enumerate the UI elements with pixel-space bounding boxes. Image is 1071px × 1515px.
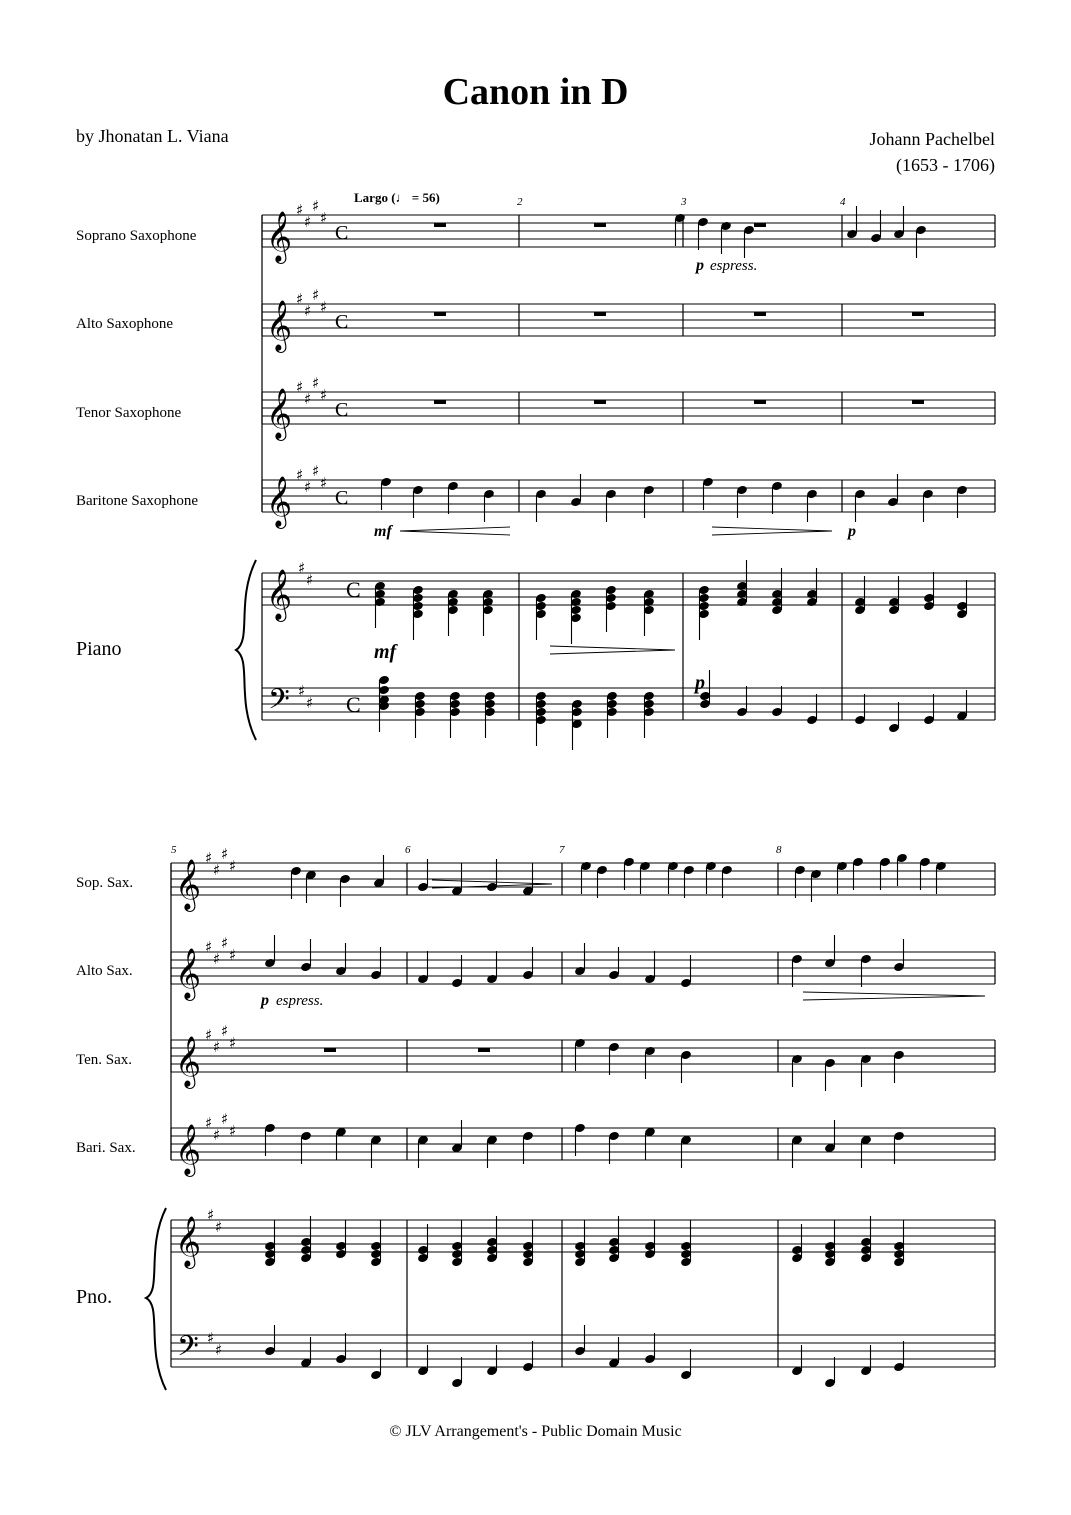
treble-clef-icon: 𝄞 <box>266 388 293 439</box>
score-title: Canon in D <box>442 71 629 113</box>
dynamic-piano-mf: mf <box>374 641 397 663</box>
sharp-accidental: ♯ <box>215 1218 223 1236</box>
sharp-accidental: ♯ <box>205 1114 213 1132</box>
treble-clef-icon: 𝄞 <box>175 1036 202 1087</box>
sharp-accidental: ♯ <box>213 1038 221 1056</box>
time-signature-common: C <box>346 692 361 717</box>
sharp-accidental: ♯ <box>213 861 221 879</box>
sharp-accidental: ♯ <box>304 390 312 408</box>
footer-text: JLV Arrangement's - Public Domain Music <box>405 1423 682 1440</box>
decrescendo-hairpin <box>550 650 675 654</box>
dynamic-soprano-p: p <box>696 257 704 274</box>
sharp-accidental: ♯ <box>312 197 320 215</box>
whole-rest <box>434 223 446 227</box>
dynamic-alto-p: p <box>261 992 269 1009</box>
decrescendo-hairpin <box>712 531 832 535</box>
label-alto-sax-short: Alto Sax. <box>76 963 133 979</box>
treble-clef-icon: 𝄞 <box>175 948 202 999</box>
tempo-text: Largo <box>354 190 388 205</box>
piano-brace <box>236 560 256 740</box>
sharp-accidental: ♯ <box>312 462 320 480</box>
copyright-symbol: © <box>389 1423 402 1440</box>
crescendo-hairpin <box>400 527 510 531</box>
metronome-mark: (♩ = 56) <box>391 190 440 205</box>
sharp-accidental: ♯ <box>298 559 306 577</box>
treble-clef-icon: 𝄞 <box>266 300 293 351</box>
sharp-accidental: ♯ <box>215 1341 223 1359</box>
bass-clef-icon: 𝄢 <box>177 1330 199 1370</box>
composer-dates: (1653 - 1706) <box>896 155 995 175</box>
measure-number-5: 5 <box>171 844 177 856</box>
whole-rest <box>912 312 924 316</box>
label-baritone-sax: Baritone Saxophone <box>76 493 199 509</box>
sharp-accidental: ♯ <box>304 478 312 496</box>
sharp-accidental: ♯ <box>312 374 320 392</box>
label-tenor-sax: Tenor Saxophone <box>76 405 182 421</box>
dynamic-baritone-p: p <box>848 523 856 540</box>
sharp-accidental: ♯ <box>207 1206 215 1224</box>
sharp-accidental: ♯ <box>320 386 328 404</box>
treble-clef-icon: 𝄞 <box>175 1216 202 1267</box>
sharp-accidental: ♯ <box>306 694 314 712</box>
label-pno-short: Pno. <box>76 1286 113 1308</box>
whole-rest <box>478 1048 490 1052</box>
sharp-accidental: ♯ <box>296 290 304 308</box>
sharp-accidental: ♯ <box>205 938 213 956</box>
sharp-accidental: ♯ <box>229 857 237 875</box>
sharp-accidental: ♯ <box>296 201 304 219</box>
sharp-accidental: ♯ <box>320 298 328 316</box>
footer-copyright <box>0 1423 1071 1441</box>
sharp-accidental: ♯ <box>320 209 328 227</box>
treble-clef-icon: 𝄞 <box>175 859 202 910</box>
time-signature-common: C <box>346 577 361 602</box>
sharp-accidental: ♯ <box>304 213 312 231</box>
sharp-accidental: ♯ <box>221 1110 229 1128</box>
measure-number-6: 6 <box>405 844 411 856</box>
whole-rest <box>324 1048 336 1052</box>
whole-rest <box>434 312 446 316</box>
decrescendo-hairpin <box>550 646 675 650</box>
whole-rest <box>434 400 446 404</box>
time-signature-common: C <box>335 222 349 244</box>
decrescendo-hairpin <box>803 992 985 996</box>
label-piano: Piano <box>76 638 122 660</box>
sharp-accidental: ♯ <box>298 682 306 700</box>
time-signature-common: C <box>335 311 349 333</box>
label-soprano-sax: Soprano Saxophone <box>76 228 197 244</box>
sharp-accidental: ♯ <box>296 466 304 484</box>
measure-number-2: 2 <box>517 196 523 208</box>
treble-clef-icon: 𝄞 <box>266 569 293 620</box>
sharp-accidental: ♯ <box>320 474 328 492</box>
bass-clef-icon: 𝄢 <box>268 683 290 723</box>
treble-clef-icon: 𝄞 <box>266 476 293 527</box>
dynamic-piano-p: p <box>695 672 705 694</box>
expression-soprano: espress. <box>710 258 758 274</box>
whole-rest <box>754 312 766 316</box>
sharp-accidental: ♯ <box>296 378 304 396</box>
time-signature-common: C <box>335 399 349 421</box>
expression-alto: espress. <box>276 993 324 1009</box>
treble-clef-icon: 𝄞 <box>266 211 293 262</box>
measure-number-8: 8 <box>776 844 782 856</box>
whole-rest <box>594 400 606 404</box>
whole-rest <box>594 312 606 316</box>
sharp-accidental: ♯ <box>229 1034 237 1052</box>
label-bari-sax-short: Bari. Sax. <box>76 1140 136 1156</box>
decrescendo-hairpin <box>712 527 832 531</box>
crescendo-hairpin <box>400 531 510 535</box>
sharp-accidental: ♯ <box>229 946 237 964</box>
sharp-accidental: ♯ <box>207 1329 215 1347</box>
arranger-credit: by Jhonatan L. Viana <box>76 126 229 146</box>
sharp-accidental: ♯ <box>221 934 229 952</box>
sharp-accidental: ♯ <box>213 950 221 968</box>
piano-brace <box>146 1208 166 1390</box>
measure-number-3: 3 <box>681 196 687 208</box>
whole-rest <box>912 400 924 404</box>
decrescendo-hairpin <box>803 996 985 1000</box>
dynamic-baritone-mf: mf <box>374 523 392 540</box>
label-sop-sax-short: Sop. Sax. <box>76 875 134 891</box>
label-ten-sax-short: Ten. Sax. <box>76 1052 133 1068</box>
composer-name: Johann Pachelbel <box>869 129 995 149</box>
treble-clef-icon: 𝄞 <box>175 1124 202 1175</box>
sharp-accidental: ♯ <box>304 302 312 320</box>
whole-rest <box>754 400 766 404</box>
sharp-accidental: ♯ <box>306 571 314 589</box>
sharp-accidental: ♯ <box>229 1122 237 1140</box>
whole-rest <box>594 223 606 227</box>
measure-number-4: 4 <box>840 196 846 208</box>
sharp-accidental: ♯ <box>312 286 320 304</box>
sharp-accidental: ♯ <box>205 849 213 867</box>
label-alto-sax: Alto Saxophone <box>76 316 174 332</box>
whole-rest <box>754 223 766 227</box>
time-signature-common: C <box>335 487 349 509</box>
sharp-accidental: ♯ <box>205 1026 213 1044</box>
measure-number-7: 7 <box>559 844 565 856</box>
sharp-accidental: ♯ <box>213 1126 221 1144</box>
sharp-accidental: ♯ <box>221 845 229 863</box>
sharp-accidental: ♯ <box>221 1022 229 1040</box>
